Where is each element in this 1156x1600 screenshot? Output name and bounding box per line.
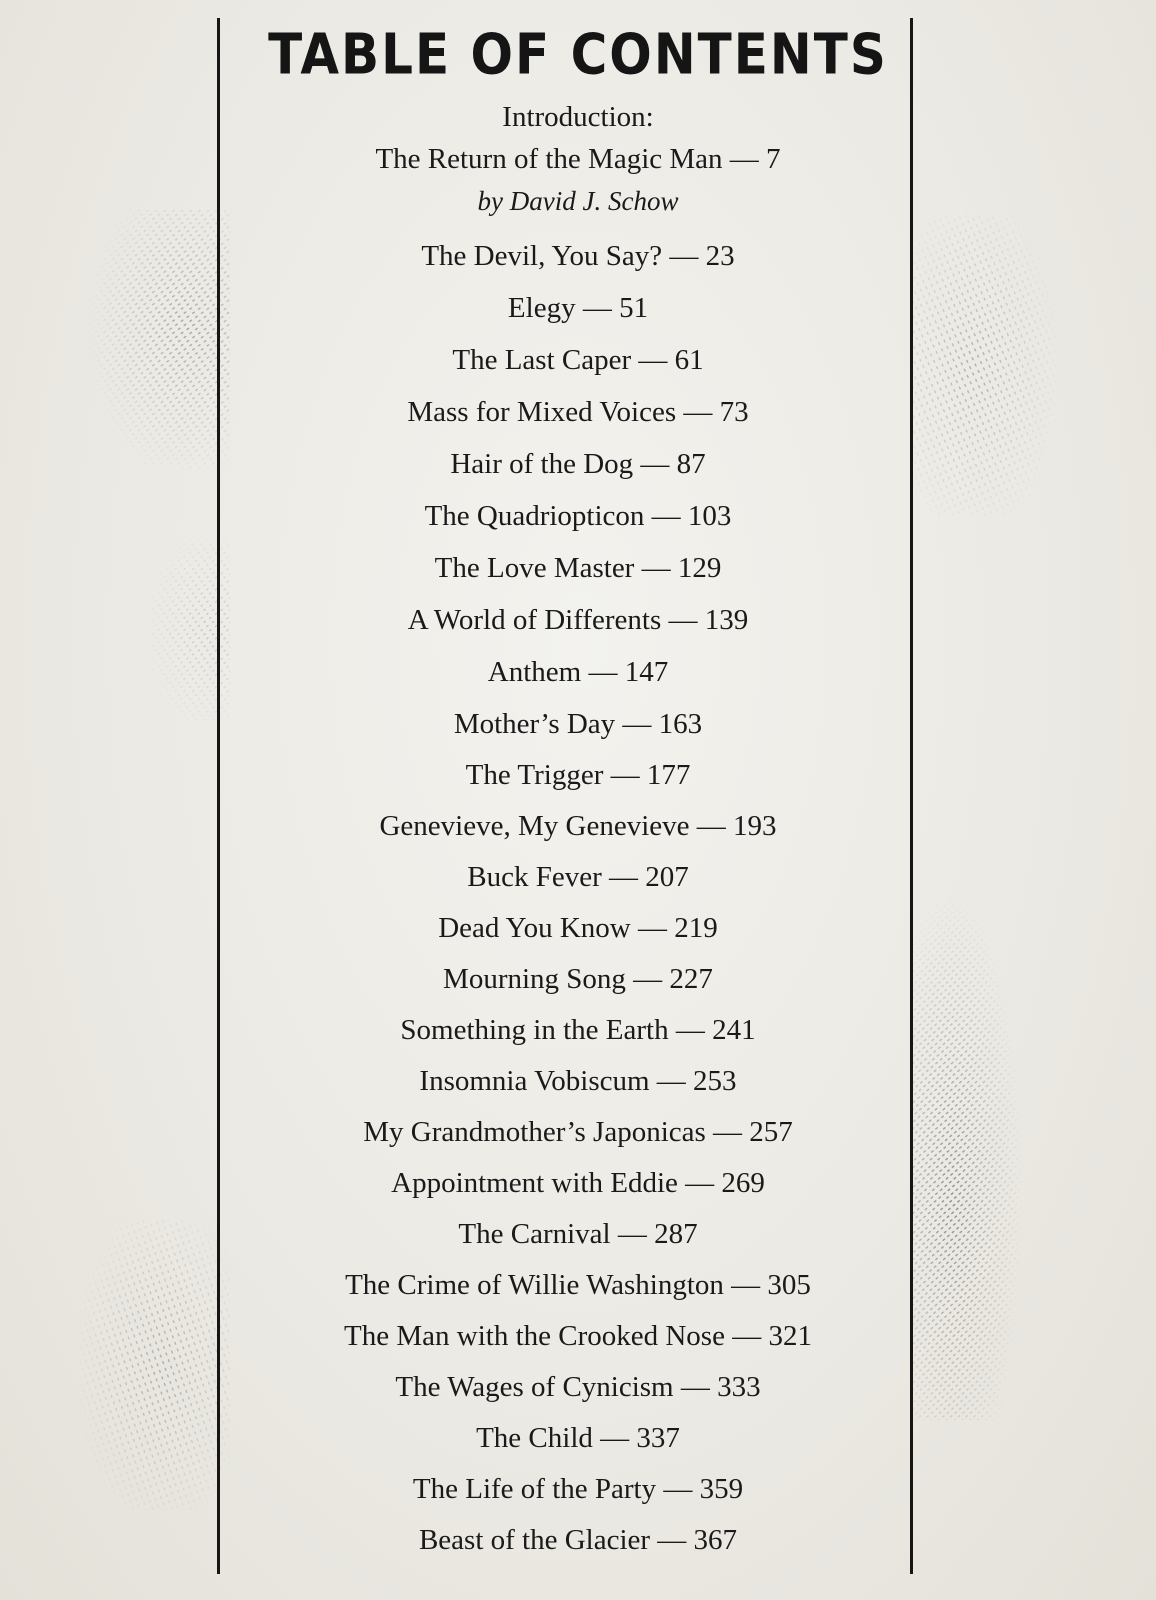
toc-entries (0, 230, 1156, 1566)
toc-entry: The Quadriopticon — 103 (424, 500, 732, 532)
toc-entry: My Grandmother’s Japonicas — 257 (363, 1116, 793, 1148)
toc-entry: Mother’s Day — 163 (453, 708, 703, 740)
introduction-byline: by David J. Schow (477, 186, 679, 216)
toc-entry: Anthem — 147 (487, 656, 669, 688)
toc-entry: Elegy — 51 (507, 292, 649, 324)
toc-entry: Dead You Know — 219 (438, 912, 718, 944)
toc-entry: Beast of the Glacier — 367 (418, 1524, 738, 1556)
toc-entry: Genevieve, My Genevieve — 193 (379, 810, 777, 842)
toc-entry: The Love Master — 129 (434, 552, 722, 584)
toc-entry: The Devil, You Say? — 23 (421, 240, 735, 272)
toc-entry: Something in the Earth — 241 (400, 1014, 756, 1046)
toc-entry: The Crime of Willie Washington — 305 (345, 1269, 811, 1301)
introduction-title: The Return of the Magic Man — 7 (375, 143, 781, 175)
toc-entry: Mourning Song — 227 (443, 963, 713, 995)
toc-entry: The Trigger — 177 (465, 759, 691, 791)
toc-entry: The Last Caper — 61 (452, 344, 704, 376)
toc-entry: A World of Differents — 139 (407, 604, 749, 636)
toc-entry: Appointment with Eddie — 269 (391, 1167, 765, 1199)
toc-entry: The Child — 337 (476, 1422, 680, 1454)
toc-entry: Mass for Mixed Voices — 73 (407, 396, 749, 428)
page-title: TABLE OF CONTENTS (268, 22, 888, 87)
toc-entry: The Man with the Crooked Nose — 321 (344, 1320, 812, 1352)
introduction-label: Introduction: (502, 101, 654, 133)
toc-entry: Buck Fever — 207 (467, 861, 689, 893)
toc-entry: Hair of the Dog — 87 (450, 448, 706, 480)
toc-entry: The Life of the Party — 359 (412, 1473, 744, 1505)
toc-entry: Insomnia Vobiscum — 253 (419, 1065, 737, 1097)
toc-entry: The Wages of Cynicism — 333 (395, 1371, 761, 1403)
table-of-contents (0, 96, 1156, 1566)
toc-entry: The Carnival — 287 (458, 1218, 698, 1250)
